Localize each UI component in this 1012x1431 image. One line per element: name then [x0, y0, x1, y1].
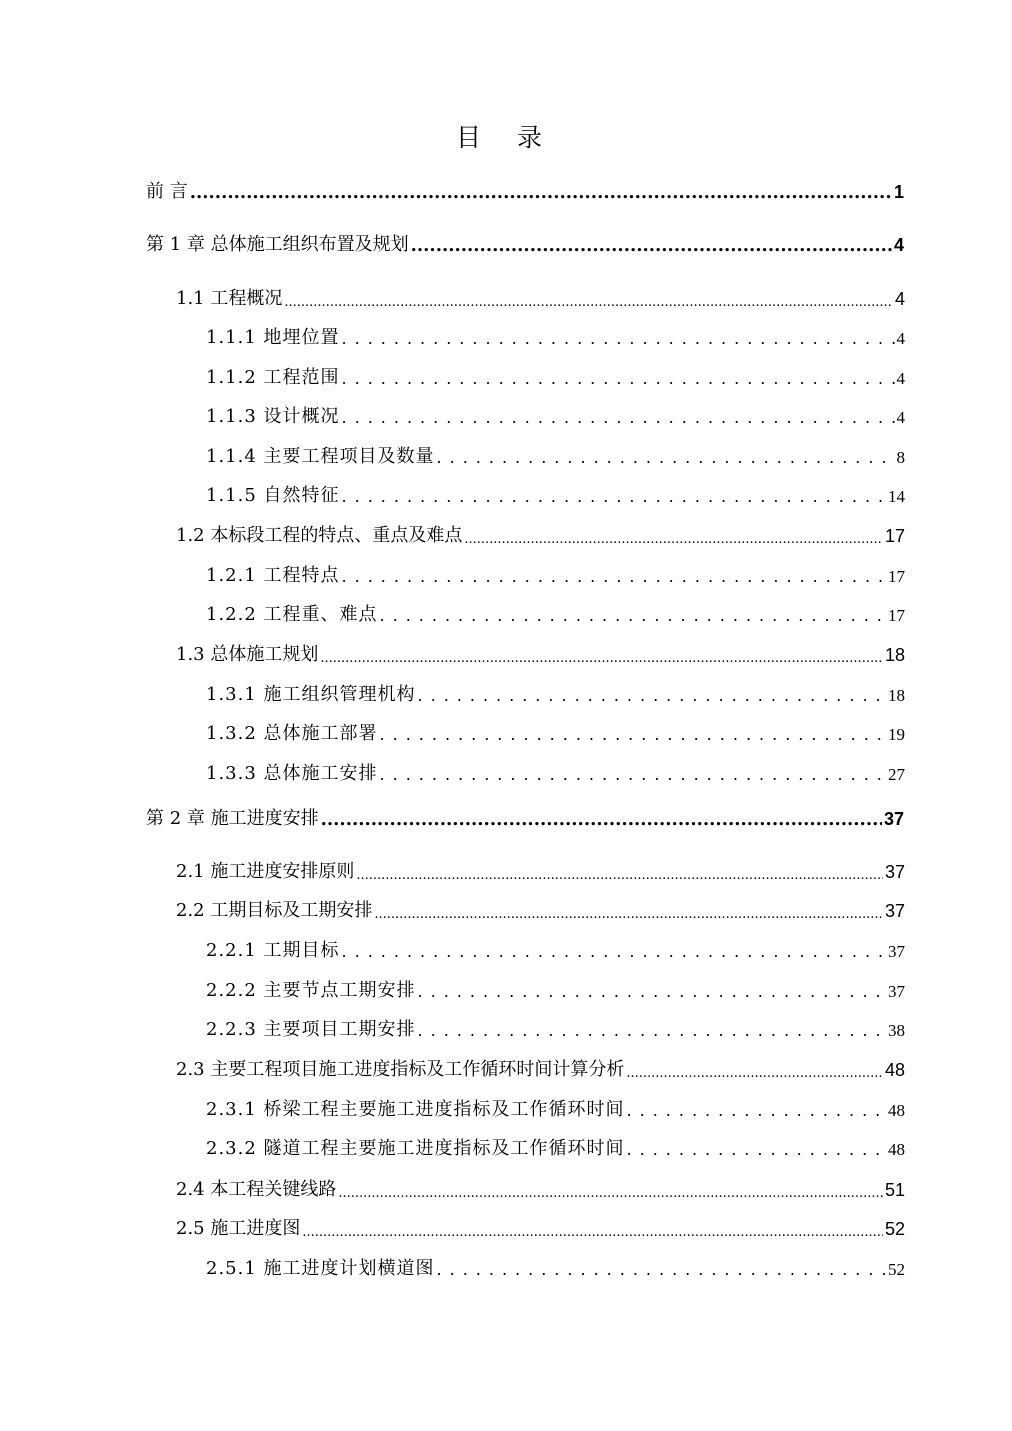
leader-dots: [411, 235, 892, 256]
leader-dots: [380, 764, 886, 785]
toc-entry-page: 52: [888, 1260, 905, 1279]
toc-entry[interactable]: [206, 481, 905, 507]
leader-dots: [321, 809, 882, 830]
toc-entry[interactable]: [206, 442, 905, 468]
toc-entry[interactable]: [206, 402, 905, 428]
toc-entry-page: 18: [884, 645, 905, 665]
toc-entry[interactable]: [206, 1254, 905, 1280]
toc-entry[interactable]: [206, 1015, 905, 1041]
leader-dots: [190, 182, 892, 203]
toc-entry-page: 48: [888, 1101, 905, 1120]
toc-entry-label: 2.2.1 工期目标: [206, 940, 340, 961]
leader-dots: [356, 868, 883, 883]
toc-entry-label: 2.5.1 施工进度计划横道图: [206, 1258, 435, 1279]
toc-entry[interactable]: [206, 1134, 905, 1160]
toc-entry-page: 14: [888, 487, 905, 506]
toc-entry[interactable]: [206, 759, 905, 785]
toc-entry-page: 48: [888, 1140, 905, 1159]
toc-entry-page: 8: [896, 448, 905, 467]
toc-entry-page: 38: [888, 1021, 905, 1040]
toc-entry-page: 1: [893, 182, 904, 202]
leader-dots: [342, 566, 886, 587]
leader-dots: [342, 941, 886, 962]
toc-entry-label: 第 2 章 施工进度安排: [146, 808, 319, 829]
toc-entry-label: 2.5 施工进度图: [176, 1218, 301, 1239]
toc-entry[interactable]: [206, 1095, 905, 1121]
toc-entry[interactable]: [176, 521, 905, 547]
toc-entry[interactable]: [146, 177, 904, 203]
toc-entry-label: 1.3 总体施工规划: [176, 644, 319, 665]
toc-entry-label: 1.2.1 工程特点: [206, 565, 340, 586]
leader-dots: [437, 1259, 886, 1280]
toc-entry[interactable]: [176, 1055, 905, 1081]
toc-entry-label: 1.1.5 自然特征: [206, 485, 340, 506]
leader-dots: [437, 447, 895, 468]
toc-entry-page: 37: [888, 982, 905, 1001]
toc-entry-page: 19: [888, 725, 905, 744]
toc-entry[interactable]: [176, 857, 905, 883]
toc-entry-label: 1.2 本标段工程的特点、重点及难点: [176, 525, 463, 546]
toc-entry-page: 48: [884, 1060, 905, 1080]
toc-entry-label: 1.1.2 工程范围: [206, 367, 340, 388]
toc-entry-page: 52: [884, 1219, 905, 1239]
leader-dots: [418, 685, 886, 706]
leader-dots: [284, 295, 893, 310]
leader-dots: [342, 486, 886, 507]
toc-entry-page: 17: [884, 526, 905, 546]
toc-entry[interactable]: [176, 1175, 905, 1201]
toc-entry-label: 1.1.4 主要工程项目及数量: [206, 446, 435, 467]
toc-entry-label: 1.3.2 总体施工部署: [206, 723, 378, 744]
toc-entry-page: 17: [888, 567, 905, 586]
leader-dots: [418, 981, 886, 1002]
toc-entry-page: 4: [896, 329, 905, 348]
toc-entry[interactable]: [206, 976, 905, 1002]
toc-entry[interactable]: [176, 1214, 905, 1240]
toc-entry-label: 2.3.2 隧道工程主要施工进度指标及工作循环时间: [206, 1138, 625, 1159]
toc-title: 目 录: [456, 123, 556, 152]
toc-entry-label: 2.1 施工进度安排原则: [176, 861, 355, 882]
leader-dots: [342, 368, 895, 389]
toc-entry[interactable]: [176, 896, 905, 922]
leader-dots: [302, 1225, 883, 1240]
toc-entry-page: 17: [888, 606, 905, 625]
toc-entry-page: 51: [884, 1180, 905, 1200]
toc-entry-page: 37: [884, 901, 905, 921]
leader-dots: [320, 651, 883, 666]
toc-entry-label: 2.2.3 主要项目工期安排: [206, 1019, 416, 1040]
toc-entry-label: 2.3.1 桥梁工程主要施工进度指标及工作循环时间: [206, 1099, 625, 1120]
toc-entry-label: 1.3.3 总体施工安排: [206, 763, 378, 784]
toc-entry-page: 4: [894, 289, 905, 309]
toc-entry-label: 2.4 本工程关键线路: [176, 1179, 337, 1200]
leader-dots: [464, 532, 883, 547]
leader-dots: [342, 328, 895, 349]
toc-entry-page: 37: [883, 809, 904, 829]
leader-dots: [380, 605, 886, 626]
toc-entry-page: 18: [888, 686, 905, 705]
toc-entry[interactable]: [176, 640, 905, 666]
leader-dots: [338, 1186, 883, 1201]
toc-entry-label: 1.1 工程概况: [176, 288, 283, 309]
leader-dots: [418, 1020, 886, 1041]
toc-entry[interactable]: [206, 680, 905, 706]
toc-entry[interactable]: [146, 230, 904, 256]
toc-entry-page: 4: [896, 369, 905, 388]
leader-dots: [626, 1066, 883, 1081]
toc-entry-label: 1.1.3 设计概况: [206, 406, 340, 427]
toc-entry[interactable]: [206, 363, 905, 389]
toc-entry[interactable]: [206, 936, 905, 962]
toc-entry[interactable]: [206, 323, 905, 349]
toc-entry[interactable]: [176, 284, 905, 310]
toc-entry[interactable]: [206, 600, 905, 626]
toc-entry-page: 37: [884, 862, 905, 882]
toc-entry-label: 1.1.1 地埋位置: [206, 327, 340, 348]
toc-entry-label: 第 1 章 总体施工组织布置及规划: [146, 234, 409, 255]
leader-dots: [380, 724, 886, 745]
toc-entry-label: 1.3.1 施工组织管理机构: [206, 684, 416, 705]
toc-entry-label: 前 言: [146, 181, 188, 202]
toc-entry-label: 2.3 主要工程项目施工进度指标及工作循环时间计算分析: [176, 1059, 625, 1080]
leader-dots: [374, 907, 883, 922]
toc-entry-page: 4: [893, 235, 904, 255]
toc-entry-page: 4: [896, 408, 905, 427]
toc-entry-label: 1.2.2 工程重、难点: [206, 604, 378, 625]
toc-entry[interactable]: [206, 719, 905, 745]
leader-dots: [342, 407, 895, 428]
leader-dots: [627, 1139, 886, 1160]
toc-entry[interactable]: [146, 804, 904, 830]
toc-entry-label: 2.2.2 主要节点工期安排: [206, 980, 416, 1001]
toc-entry[interactable]: [206, 561, 905, 587]
toc-entry-label: 2.2 工期目标及工期安排: [176, 900, 373, 921]
toc-entry-page: 27: [888, 765, 905, 784]
leader-dots: [627, 1100, 886, 1121]
toc-entry-page: 37: [888, 942, 905, 961]
